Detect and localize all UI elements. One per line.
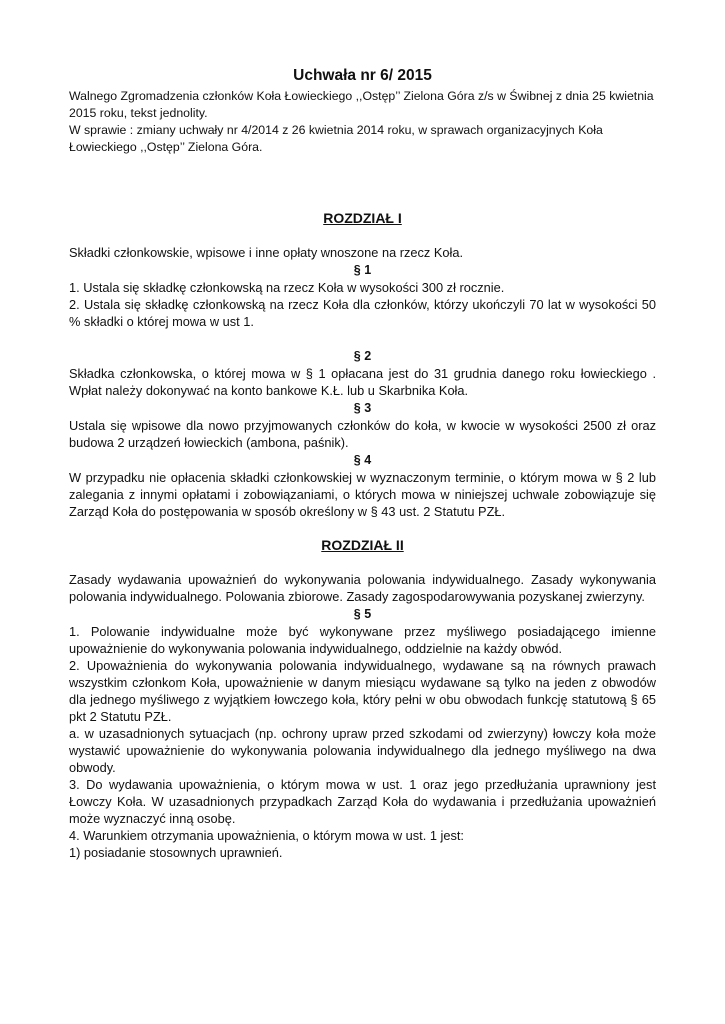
section-3-heading: § 3 xyxy=(353,401,372,415)
section-3-paragraph: Ustala się wpisowe dla nowo przyjmowanych członków do koła, w kwocie w wysokości 2500 zł oraz budowa 2 urządzeń łowieckich (ambona, paśnik). xyxy=(69,418,656,450)
section-2-heading: § 2 xyxy=(353,349,372,363)
document-page xyxy=(69,66,656,861)
section-5-paragraph-4: 4. Warunkiem otrzymania upoważnienia, o którym mowa w ust. 1 jest: xyxy=(69,828,464,843)
intro-meeting-text: Walnego Zgromadzenia członków Koła Łowieckiego ,,Ostęp’’ Zielona Góra z/s w Świbnej z dnia 25 kwietnia 2015 roku, tekst jednolity. xyxy=(69,89,654,120)
document-title: Uchwała nr 6/ 2015 xyxy=(293,67,432,84)
section-1-heading: § 1 xyxy=(353,263,372,277)
section-2-paragraph: Składka członkowska, o której mowa w § 1 opłacana jest do 31 grudnia danego roku łowieckiego . Wpłat należy dokonywać na konto bankowe K.Ł. lub u Skarbnika Koła. xyxy=(69,366,656,398)
section-1-paragraph-1: 1. Ustala się składkę członkowską na rzecz Koła w wysokości 300 zł rocznie. xyxy=(69,280,505,295)
chapter-1-heading: ROZDZIAŁ I xyxy=(323,210,402,226)
section-5-paragraph-2: 2. Upoważnienia do wykonywania polowania indywidualnego, wydawane są na równych prawach wszystkim członkom Koła, upoważnienie w danym miesiącu wydawane są tylko na jeden z obwodów dla jednego myśliwego z wyjątkiem łowczego koła, który pełni w obu obwodach funkcję statutową § 65 pkt 2 Statutu PZŁ. xyxy=(69,658,656,724)
section-5-paragraph-2a: a. w uzasadnionych sytuacjach (np. ochrony upraw przed szkodami od zwierzyny) łowczy koła może wystawić upoważnienie do wykonywania polowania indywidualnego dla jednego myśliwego na dwa obwody. xyxy=(69,726,656,775)
chapter-1-subject: Składki członkowskie, wpisowe i inne opłaty wnoszone na rzecz Koła. xyxy=(69,245,464,260)
chapter-2-body xyxy=(69,571,656,861)
section-5-heading: § 5 xyxy=(353,607,372,621)
chapter-1-body xyxy=(69,244,656,520)
section-4-paragraph: W przypadku nie opłacenia składki członkowskiej w wyznaczonym terminie, o którym mowa w § 2 lub zalegania z innymi opłatami i zobowiązaniami, o których mowa w niniejszej uchwale zobowiązuje się Zarząd Koła do postępowania w sposób określony w § 43 ust. 2 Statutu PZŁ. xyxy=(69,470,656,519)
section-1-paragraph-2: 2. Ustala się składkę członkowską na rzecz Koła dla członków, którzy ukończyli 70 lat w wysokości 50 % składki o której mowa w ust 1. xyxy=(69,297,656,329)
spacer xyxy=(69,330,656,347)
chapter-2-subject: Zasady wydawania upoważnień do wykonywania polowania indywidualnego. Zasady wykonywania polowania indywidualnego. Polowania zbiorowe. Zasady zagospodarowywania pozyskanej zwierzyny. xyxy=(69,572,656,604)
section-4-heading: § 4 xyxy=(353,453,372,467)
section-5-paragraph-3: 3. Do wydawania upoważnienia, o którym mowa w ust. 1 oraz jego przedłużania uprawniony jest Łowczy Koła. W uzasadnionych przypadkach Zarząd Koła do wydawania i przedłużania upoważnień może wyznaczyć inną osobę. xyxy=(69,777,656,826)
section-5-item-1: 1) posiadanie stosownych uprawnień. xyxy=(69,845,283,860)
intro-subject-text: W sprawie : zmiany uchwały nr 4/2014 z 26 kwietnia 2014 roku, w sprawach organizacyjnych Koła Łowieckiego ,,Ostęp’’ Zielona Góra. xyxy=(69,123,603,154)
document-intro xyxy=(69,88,656,156)
section-5-paragraph-1: 1. Polowanie indywidualne może być wykonywane przez myśliwego posiadającego imienne upoważnienie do wykonywania polowania indywidualnego, oddzielnie na każdy obwód. xyxy=(69,624,656,656)
chapter-2-heading: ROZDZIAŁ II xyxy=(321,537,404,553)
